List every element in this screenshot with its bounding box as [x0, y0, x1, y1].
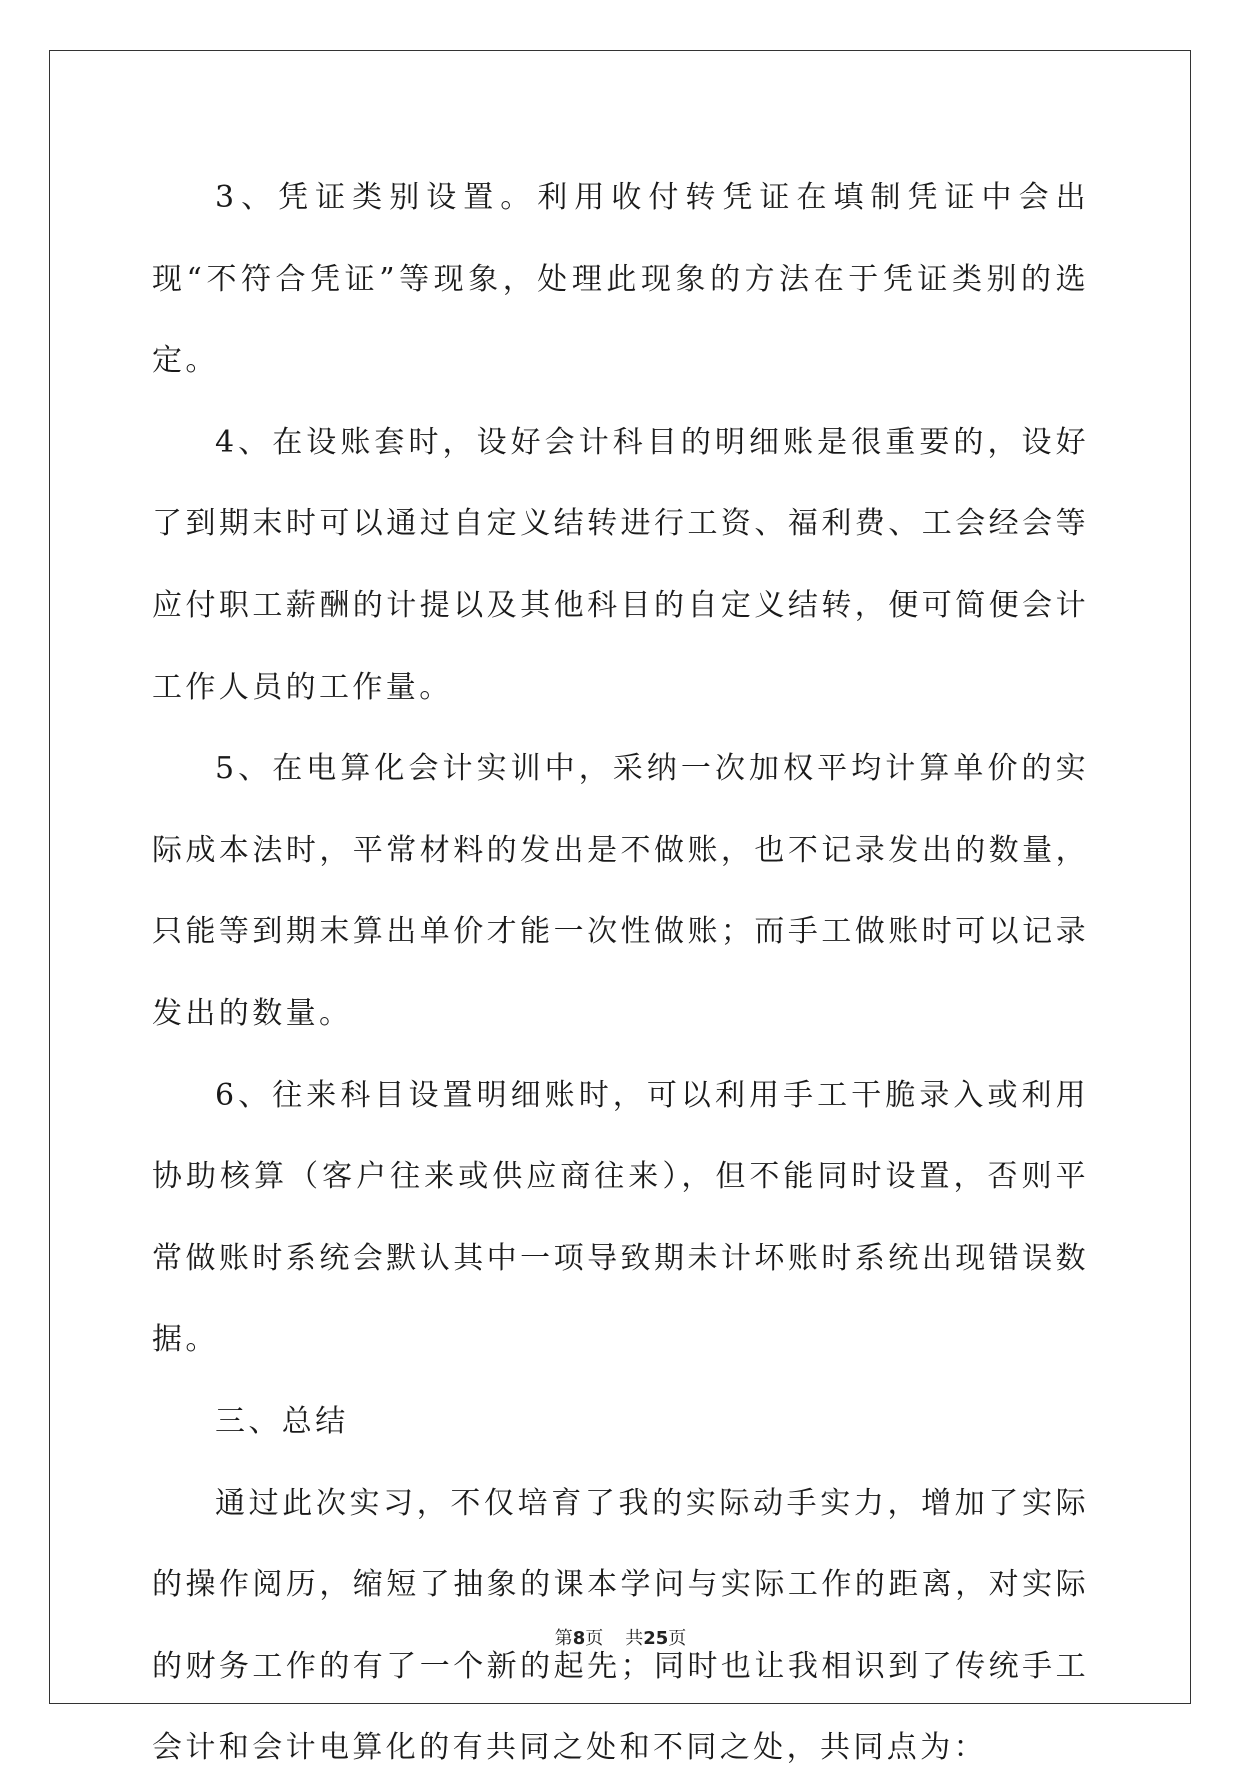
total-prefix: 共: [625, 1628, 644, 1649]
paragraph-item-5-cost-method: 5、在电算化会计实训中，采纳一次加权平均计算单价的实际成本法时，平常材料的发出是不做账，也不记录发出的数量，只能等到期末算出单价才能一次性做账；而手工做账时可以记录发出的数量。: [152, 751, 1089, 1031]
paragraph-summary: 通过此次实习，不仅培育了我的实际动手实力，增加了实际的操作阅历，缩短了抽象的课本学问与实际工作的距离，对实际的财务工作的有了一个新的起先；同时也让我相识到了传统手工会计和会计电算化的有共同之处和不同之处，共同点为：: [152, 1485, 1089, 1766]
page-suffix: 页: [585, 1628, 604, 1649]
total-suffix: 页: [668, 1628, 687, 1649]
page-prefix: 第: [554, 1628, 573, 1649]
section-heading-summary: 三、总结: [215, 1403, 349, 1439]
document-body: [152, 157, 1089, 1789]
paragraph-item-4-account-setup: 4、在设账套时，设好会计科目的明细账是很重要的，设好了到期末时可以通过自定义结转进行工资、福利费、工会经会等应付职工薪酬的计提以及其他科目的自定义结转，便可简便会计工作人员的工作量。: [152, 424, 1089, 705]
page-footer: [0, 1624, 1241, 1650]
paragraph-item-3-voucher-category: 3、凭证类别设置。利用收付转凭证在填制凭证中会出现“不符合凭证”等现象，处理此现象的方法在于凭证类别的选定。: [152, 180, 1089, 379]
page-number-total: 25: [643, 1628, 669, 1649]
page-number-current: 8: [572, 1628, 586, 1649]
paragraph-item-6-receivables: 6、往来科目设置明细账时，可以利用手工干脆录入或利用协助核算（客户往来或供应商往来），但不能同时设置，否则平常做账时系统会默认其中一项导致期未计坏账时系统出现错误数据。: [152, 1077, 1089, 1358]
